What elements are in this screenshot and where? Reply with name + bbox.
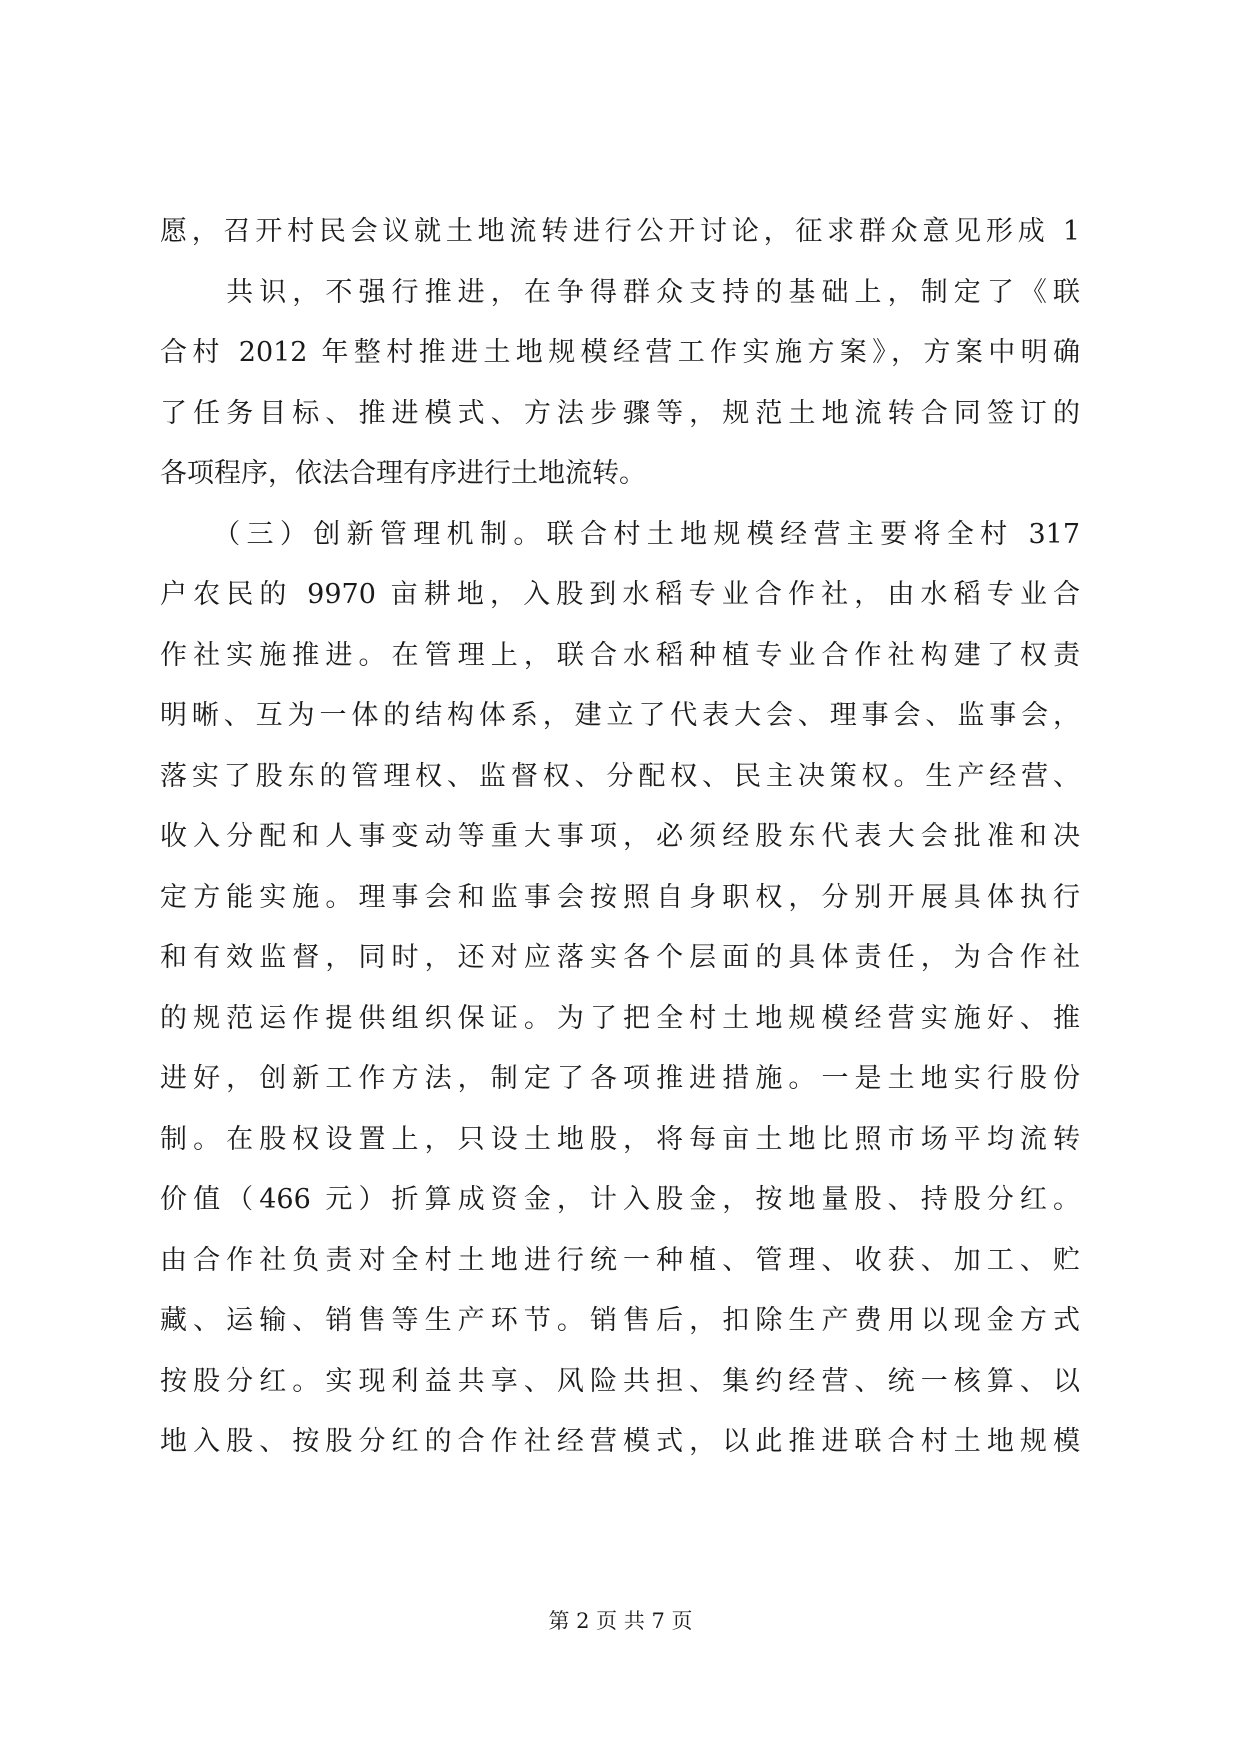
text-line-14: 的规范运作提供组织保证。为了把全村土地规模经营实施好、推 <box>160 1002 1080 1034</box>
text-line-13: 和有效监督，同时，还对应落实各个层面的具体责任，为合作社 <box>160 942 1080 973</box>
text-line-18: 由合作社负责对全村土地进行统一种植、管理、收获、加工、贮 <box>160 1244 1080 1276</box>
text-line-2: 共识，不强行推进，在争得群众支持的基础上，制定了《联 <box>160 276 1080 308</box>
text-line-6: （三）创新管理机制。联合村土地规模经营主要将全村 317 <box>160 518 1080 550</box>
text-line-10: 落实了股东的管理权、监督权、分配权、民主决策权。生产经营、 <box>160 760 1080 792</box>
text-line-21: 地入股、按股分红的合作社经营模式，以此推进联合村土地规模 <box>160 1426 1080 1457</box>
page-number: 第 2 页 共 7 页 <box>548 1609 693 1633</box>
text-line-3: 合村 2012 年整村推进土地规模经营工作实施方案》，方案中明确 <box>160 337 1080 368</box>
text-line-1: 愿，召开村民会议就土地流转进行公开讨论，征求群众意见形成 1 <box>160 216 1080 247</box>
body-text <box>160 202 1080 1473</box>
page-footer <box>0 1606 1241 1636</box>
text-line-9: 明晰、互为一体的结构体系，建立了代表大会、理事会、监事会， <box>160 700 1080 731</box>
text-line-11: 收入分配和人事变动等重大事项，必须经股东代表大会批准和决 <box>160 821 1080 852</box>
text-line-12: 定方能实施。理事会和监事会按照自身职权，分别开展具体执行 <box>160 881 1080 913</box>
text-line-15: 进好，创新工作方法，制定了各项推进措施。一是土地实行股份 <box>160 1063 1080 1094</box>
text-line-8: 作社实施推进。在管理上，联合水稻种植专业合作社构建了权责 <box>160 639 1080 671</box>
text-line-19: 藏、运输、销售等生产环节。销售后，扣除生产费用以现金方式 <box>160 1305 1080 1336</box>
text-line-7: 户农民的 9970 亩耕地，入股到水稻专业合作社，由水稻专业合 <box>160 579 1080 610</box>
text-line-20: 按股分红。实现利益共享、风险共担、集约经营、统一核算、以 <box>160 1365 1080 1397</box>
text-line-4: 了任务目标、推进模式、方法步骤等，规范土地流转合同签订的 <box>160 397 1080 429</box>
text-line-17: 价值（466 元）折算成资金，计入股金，按地量股、持股分红。 <box>160 1184 1080 1215</box>
text-line-5: 各项程序，依法合理有序进行土地流转。 <box>160 458 646 489</box>
text-line-16: 制。在股权设置上，只设土地股，将每亩土地比照市场平均流转 <box>160 1123 1080 1155</box>
